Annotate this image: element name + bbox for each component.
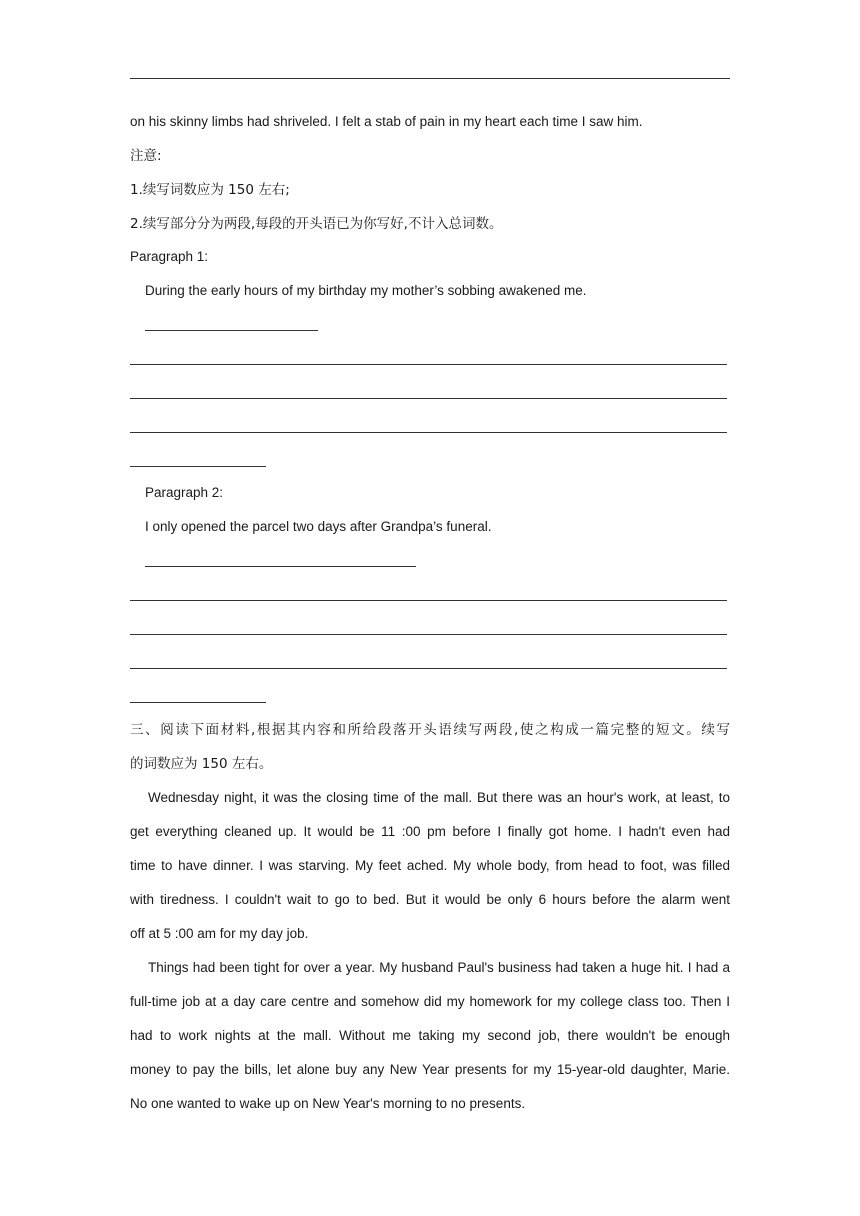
section-3-instruction-line-1: 三、阅读下面材料,根据其内容和所给段落开头语续写两段,使之构成一篇完整的短文。续写 [130, 722, 730, 738]
note-label: 注意: [130, 148, 162, 164]
story-paragraph-1-line: Wednesday night, it was the closing time of the mall. But there was an hour's work, at least, to [148, 790, 730, 805]
answer-blank-line[interactable] [130, 600, 727, 601]
story-paragraph-1-line: with tiredness. I couldn't wait to go to bed. But it would be only 6 hours before the alarm went [130, 892, 730, 907]
continued-text: on his skinny limbs had shriveled. I felt a stab of pain in my heart each time I saw him. [130, 114, 643, 129]
answer-blank-line[interactable] [130, 364, 727, 365]
paragraph-2-opening: I only opened the parcel two days after Grandpa’s funeral. [145, 519, 492, 534]
answer-blank-line[interactable] [130, 398, 727, 399]
story-paragraph-2-line: full-time job at a day care centre and somehow did my homework for my college class too. Then I [130, 994, 730, 1009]
story-paragraph-2-line: Things had been tight for over a year. My husband Paul's business had taken a huge hit. I had a [148, 960, 730, 975]
story-paragraph-1-line: get everything cleaned up. It would be 11 :00 pm before I finally got home. I hadn't even had [130, 824, 730, 839]
answer-blank-short[interactable] [145, 566, 416, 567]
header-rule [130, 78, 730, 79]
answer-blank-end[interactable] [130, 466, 266, 467]
paragraph-1-label: Paragraph 1: [130, 249, 209, 264]
note-item-2: 2.续写部分分为两段,每段的开头语已为你写好,不计入总词数。 [130, 216, 503, 232]
story-paragraph-2-line: No one wanted to wake up on New Year's morning to no presents. [130, 1096, 526, 1111]
answer-blank-line[interactable] [130, 634, 727, 635]
answer-blank-line[interactable] [130, 432, 727, 433]
story-paragraph-2-line: money to pay the bills, let alone buy any New Year presents for my 15-year-old daughter, Marie. [130, 1062, 730, 1077]
answer-blank-short[interactable] [145, 330, 318, 331]
paragraph-1-opening: During the early hours of my birthday my mother’s sobbing awakened me. [145, 283, 587, 298]
story-paragraph-1-line: off at 5 :00 am for my day job. [130, 926, 309, 941]
paragraph-2-label: Paragraph 2: [145, 485, 224, 500]
answer-blank-line[interactable] [130, 668, 727, 669]
note-item-1: 1.续写词数应为 150 左右; [130, 182, 290, 198]
story-paragraph-1-line: time to have dinner. I was starving. My feet ached. My whole body, from head to foot, was filled [130, 858, 730, 873]
section-3-instruction-line-2: 的词数应为 150 左右。 [130, 756, 273, 772]
story-paragraph-2-line: had to work nights at the mall. Without me taking my second job, there wouldn't be enough [130, 1028, 730, 1043]
answer-blank-end[interactable] [130, 702, 266, 703]
